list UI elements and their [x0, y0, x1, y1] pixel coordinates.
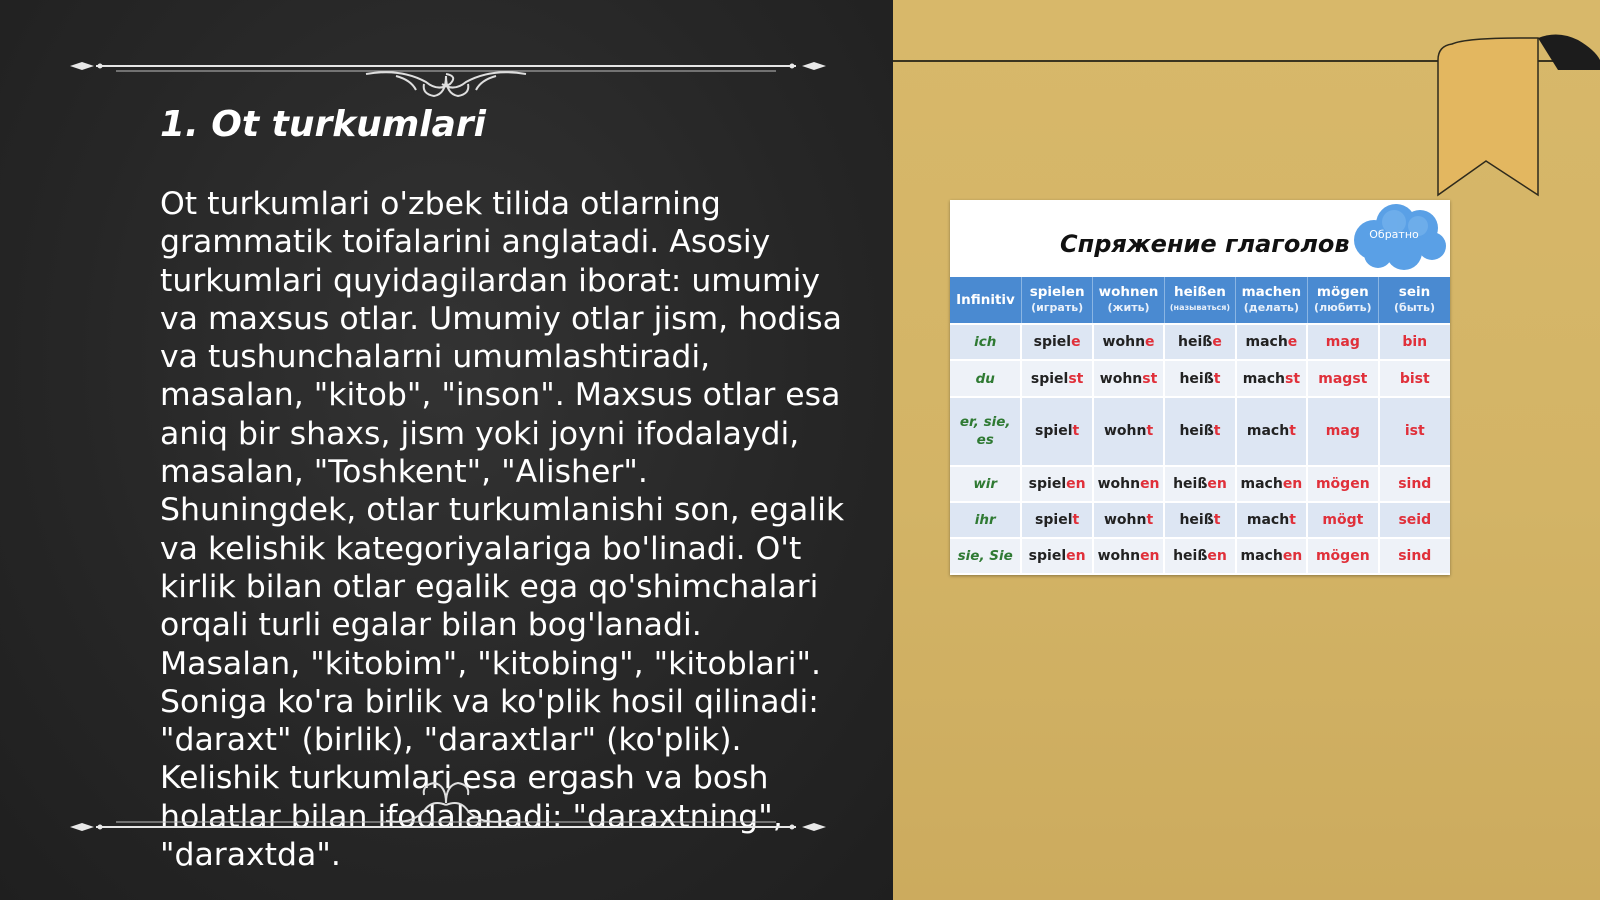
verb-stem: mach: [1245, 334, 1288, 351]
form-cell: [1021, 502, 1092, 538]
verb-ending: magst: [1318, 370, 1368, 387]
pronoun-cell: ihr: [950, 502, 1021, 538]
verb-stem: wohn: [1103, 512, 1147, 529]
verb-ending: st: [1068, 370, 1084, 387]
verb-stem: wohn: [1099, 370, 1143, 387]
form-cell: [1307, 502, 1378, 538]
verb-stem: mach: [1246, 423, 1290, 440]
ornament-divider-bottom-icon: [66, 775, 826, 835]
verb-ending: mag: [1325, 334, 1360, 351]
verb-stem: spiel: [1035, 423, 1073, 440]
form-cell: [1093, 538, 1164, 573]
verb-label: sein: [1398, 284, 1431, 300]
header-verb: [1307, 277, 1378, 324]
form-cell: [1164, 397, 1235, 466]
conjugation-table: [950, 277, 1450, 573]
form-cell: [1379, 466, 1450, 502]
form-cell: [1236, 324, 1307, 360]
verb-ending: t: [1146, 423, 1154, 440]
verb-stem: wohn: [1103, 423, 1147, 440]
verb-stem: wohn: [1102, 334, 1146, 351]
verb-stem: mach: [1240, 475, 1283, 492]
cloud-badge-label[interactable]: Обратно: [1369, 228, 1419, 241]
verb-ending: st: [1285, 370, 1301, 387]
verb-translation: (называться): [1169, 303, 1231, 312]
verb-label: wohnen: [1098, 284, 1159, 300]
form-cell: [1021, 466, 1092, 502]
verb-stem: spiel: [1035, 512, 1073, 529]
form-cell: [1164, 324, 1235, 360]
verb-stem: heiß: [1173, 475, 1208, 492]
verb-ending: t: [1213, 423, 1221, 440]
verb-translation: (быть): [1394, 301, 1436, 314]
verb-ending: en: [1282, 475, 1303, 492]
card-title: Спряжение глаголов: [1060, 230, 1350, 258]
verb-stem: heiß: [1173, 548, 1208, 565]
verb-stem: mach: [1246, 512, 1290, 529]
header-verb: [1093, 277, 1164, 324]
verb-stem: heiß: [1178, 334, 1213, 351]
pronoun-cell: du: [950, 360, 1021, 396]
verb-label: mögen: [1316, 284, 1369, 300]
pronoun-cell: sie, Sie: [950, 538, 1021, 573]
header-verb: [1021, 277, 1092, 324]
verb-ending: mag: [1325, 423, 1360, 440]
verb-stem: spiel: [1033, 334, 1072, 351]
verb-ending: e: [1145, 334, 1155, 351]
verb-ending: mögt: [1322, 512, 1364, 529]
header-verb: [1379, 277, 1450, 324]
verb-label: heißen: [1174, 284, 1226, 300]
verb-ending: en: [1207, 475, 1227, 492]
form-cell: [1379, 502, 1450, 538]
form-cell: [1093, 502, 1164, 538]
bookmark-ribbon-icon: [1430, 30, 1600, 205]
verb-stem: heiß: [1179, 423, 1214, 440]
verb-ending: e: [1212, 334, 1222, 351]
verb-ending: mögen: [1315, 475, 1370, 492]
verb-translation: (играть): [1031, 301, 1084, 314]
table-row: [950, 466, 1450, 502]
form-cell: [1307, 466, 1378, 502]
verb-label: spielen: [1029, 284, 1085, 300]
header-infinitiv: Infinitiv: [950, 277, 1021, 324]
verb-ending: seid: [1398, 512, 1432, 529]
conjugation-card: [950, 200, 1450, 575]
verb-ending: bin: [1402, 334, 1428, 351]
verb-ending: ist: [1404, 423, 1425, 440]
form-cell: [1164, 360, 1235, 396]
form-cell: [1236, 502, 1307, 538]
form-cell: [1307, 324, 1378, 360]
table-row: [950, 397, 1450, 466]
verb-ending: mögen: [1315, 548, 1370, 565]
form-cell: [1379, 538, 1450, 573]
verb-stem: spiel: [1030, 370, 1069, 387]
form-cell: [1021, 360, 1092, 396]
table-row: [950, 360, 1450, 396]
verb-ending: bist: [1399, 370, 1430, 387]
verb-ending: sind: [1398, 548, 1432, 565]
page-title: 1. Ot turkumlari: [160, 104, 487, 145]
verb-translation: (делать): [1243, 301, 1299, 314]
verb-stem: spiel: [1028, 548, 1067, 565]
verb-ending: t: [1072, 423, 1080, 440]
verb-ending: en: [1207, 548, 1227, 565]
verb-ending: e: [1287, 334, 1298, 351]
verb-ending: en: [1140, 475, 1160, 492]
form-cell: [1379, 397, 1450, 466]
verb-ending: t: [1289, 512, 1296, 529]
verb-stem: wohn: [1097, 475, 1141, 492]
verb-stem: mach: [1242, 370, 1286, 387]
form-cell: [1093, 324, 1164, 360]
header-verb: [1164, 277, 1235, 324]
verb-ending: e: [1071, 334, 1081, 351]
form-cell: [1236, 397, 1307, 466]
form-cell: [1093, 466, 1164, 502]
form-cell: [1164, 538, 1235, 573]
form-cell: [1093, 397, 1164, 466]
verb-ending: st: [1142, 370, 1158, 387]
verb-stem: heiß: [1179, 512, 1214, 529]
table-header-row: [950, 277, 1450, 324]
verb-ending: en: [1066, 548, 1086, 565]
form-cell: [1236, 466, 1307, 502]
verb-stem: wohn: [1097, 548, 1141, 565]
verb-ending: t: [1289, 423, 1296, 440]
ornament-divider-top-icon: [66, 40, 826, 100]
pronoun-cell: wir: [950, 466, 1021, 502]
form-cell: [1236, 360, 1307, 396]
form-cell: [1164, 466, 1235, 502]
form-cell: [1164, 502, 1235, 538]
table-row: [950, 324, 1450, 360]
verb-ending: t: [1072, 512, 1080, 529]
form-cell: [1307, 397, 1378, 466]
verb-ending: en: [1066, 475, 1086, 492]
verb-ending: t: [1146, 512, 1154, 529]
verb-translation: (жить): [1107, 301, 1150, 314]
table-row: [950, 538, 1450, 573]
pronoun-cell: er, sie, es: [950, 397, 1021, 466]
form-cell: [1021, 324, 1092, 360]
header-verb: [1236, 277, 1307, 324]
form-cell: [1021, 538, 1092, 573]
verb-ending: t: [1213, 370, 1221, 387]
form-cell: [1093, 360, 1164, 396]
form-cell: [1379, 360, 1450, 396]
form-cell: [1307, 360, 1378, 396]
verb-stem: mach: [1240, 548, 1283, 565]
form-cell: [1307, 538, 1378, 573]
verb-stem: heiß: [1179, 370, 1214, 387]
table-row: [950, 502, 1450, 538]
verb-stem: spiel: [1028, 475, 1067, 492]
form-cell: [1021, 397, 1092, 466]
verb-label: machen: [1241, 284, 1302, 300]
verb-ending: en: [1282, 548, 1303, 565]
body-text: Ot turkumlari o'zbek tilida otlarning grammatik toifalarini anglatadi. Asosiy turkumlari quyidagilardan iborat: umumiy va maxsus otlar. Umumiy otlar jism, hodisa va tushunchalarni umumlashtiradi, masalan, "kitob", "inson". Maxsus otlar esa aniq bir shaxs, jism yoki joyni ifodalaydi, masalan, "Toshkent", "Alisher". Shuningdek, otlar turkumlanishi son, egalik va kelishik kategoriyalariga bo'linadi. O't kirlik bilan otlar egalik ega qo'shimchalari orqali turli egalar bilan bog'lanadi. Masalan, "kitobim", "kitobing", "kitoblari". Soniga ko'ra birlik va ko'plik hosil qilinadi: "daraxt" (birlik), "daraxtlar" (ko'plik). Kelishik turkumlari esa ergash va bosh holatlar bilan ifodalanadi: "daraxtning", "daraxtda".: [160, 186, 845, 874]
verb-ending: en: [1140, 548, 1160, 565]
form-cell: [1379, 324, 1450, 360]
form-cell: [1236, 538, 1307, 573]
verb-translation: (любить): [1314, 301, 1372, 314]
verb-ending: sind: [1398, 475, 1432, 492]
pronoun-cell: ich: [950, 324, 1021, 360]
verb-ending: t: [1213, 512, 1221, 529]
